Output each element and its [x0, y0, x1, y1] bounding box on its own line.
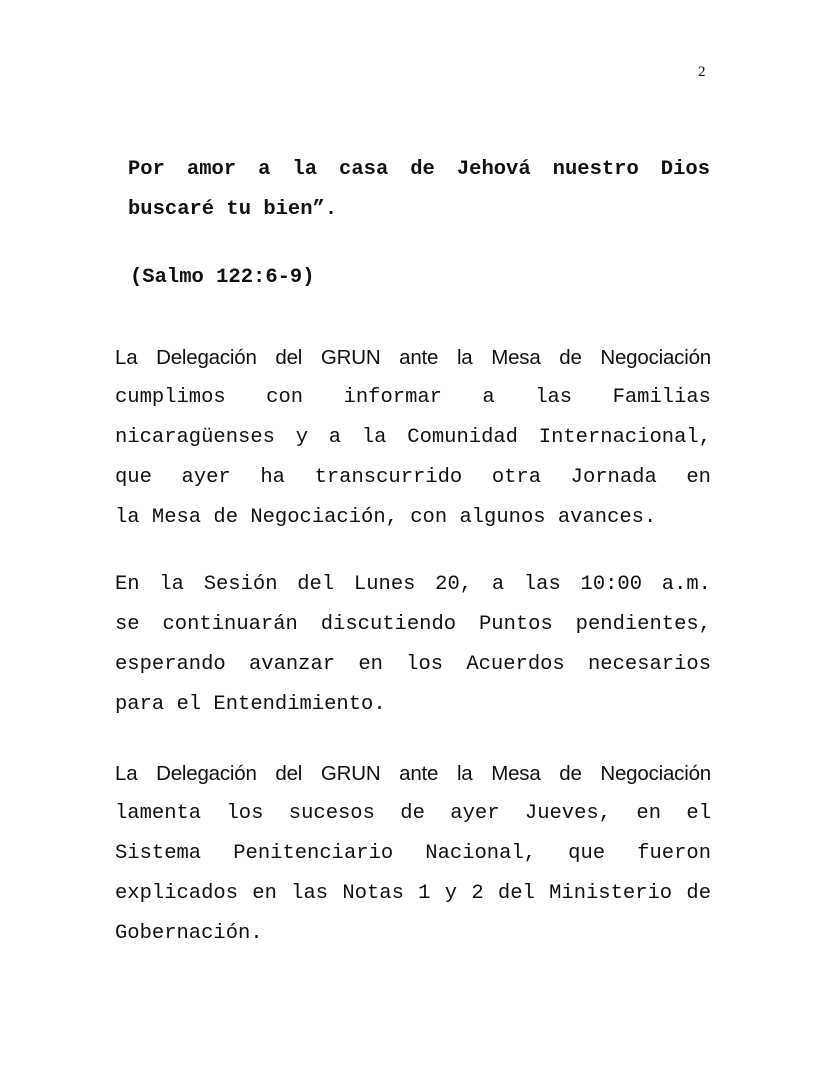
paragraph-line: Sistema Penitenciario Nacional, que fueron — [115, 842, 711, 865]
paragraph-line: esperando avanzar en los Acuerdos necesarios — [115, 653, 711, 676]
paragraph-line: Gobernación. — [115, 922, 263, 945]
paragraph-line: que ayer ha transcurrido otra Jornada en — [115, 466, 711, 489]
quote-line: Por amor a la casa de Jehová nuestro Dios — [128, 158, 710, 181]
paragraph-line: explicados en las Notas 1 y 2 del Ministerio de — [115, 882, 711, 905]
paragraph-line: se continuarán discutiendo Puntos pendientes, — [115, 613, 711, 636]
paragraph-penitentiary-events — [115, 754, 711, 954]
paragraph-line: nicaragüenses y a la Comunidad Internacional, — [115, 426, 711, 449]
paragraph-line: para el Entendimiento. — [115, 693, 386, 716]
paragraph-line: cumplimos con informar a las Familias — [115, 386, 711, 409]
paragraph-line: lamenta los sucesos de ayer Jueves, en el — [115, 802, 711, 825]
page-number: 2 — [698, 64, 706, 80]
paragraph-line: La Delegación del GRUN ante la Mesa de Negociación — [115, 346, 711, 369]
scripture-quote — [128, 150, 710, 230]
paragraph-next-session — [115, 565, 711, 725]
scripture-reference: (Salmo 122:6-9) — [130, 266, 315, 289]
paragraph-negotiation-report — [115, 338, 711, 538]
quote-line: buscaré tu bien”. — [128, 198, 338, 221]
paragraph-line: La Delegación del GRUN ante la Mesa de Negociación — [115, 762, 711, 785]
paragraph-line: la Mesa de Negociación, con algunos avances. — [115, 506, 657, 529]
paragraph-line: En la Sesión del Lunes 20, a las 10:00 a.m. — [115, 573, 711, 596]
